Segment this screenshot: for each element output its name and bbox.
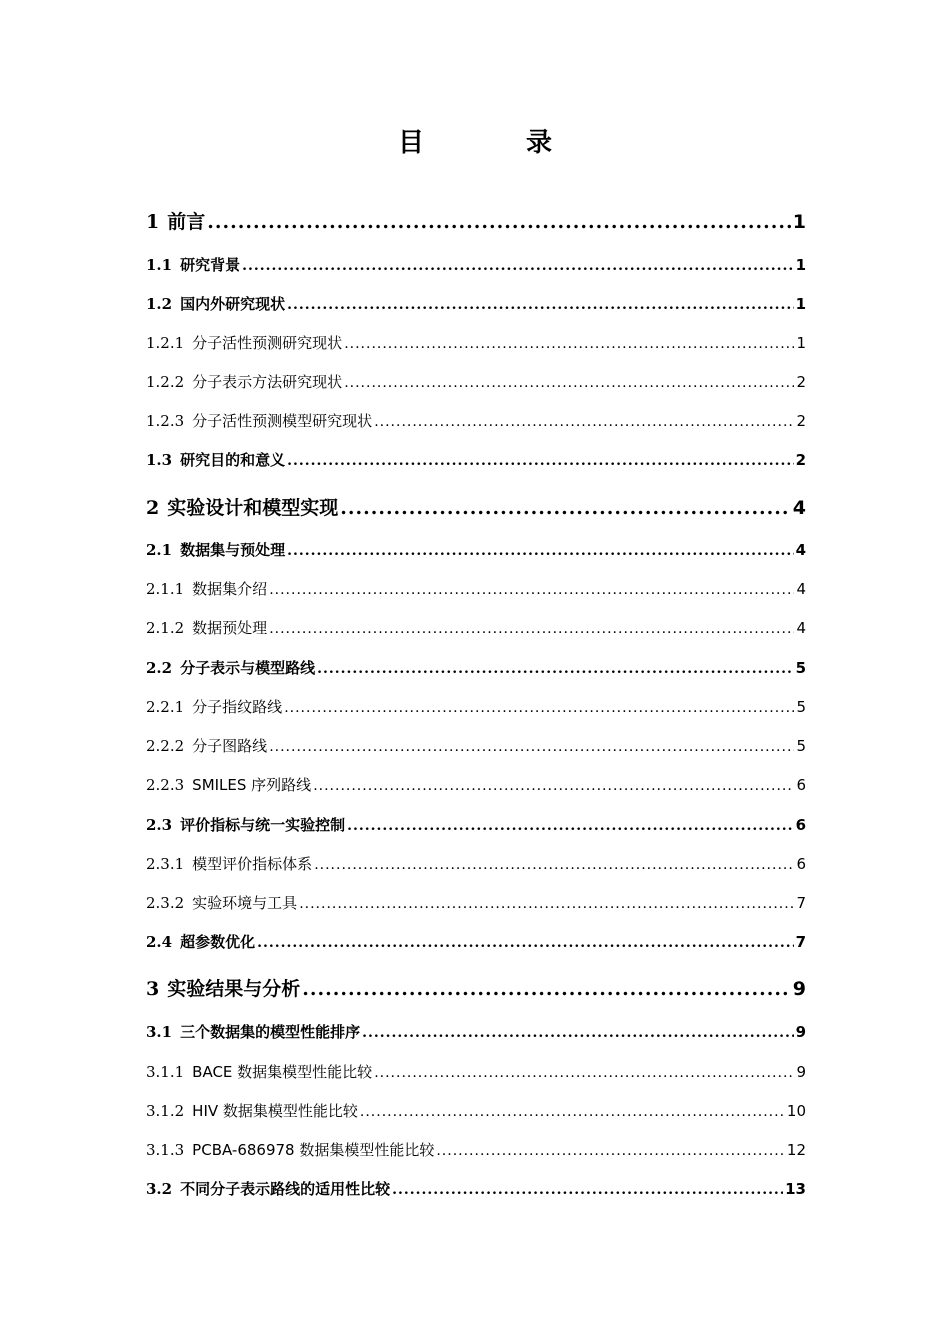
toc-entry[interactable] [146, 1021, 806, 1042]
toc-entry-text: 三个数据集的模型性能排序 [180, 1023, 361, 1041]
toc-entry-label [146, 1178, 390, 1199]
toc-entry[interactable] [146, 578, 806, 599]
toc-entry-label [146, 254, 240, 275]
toc-leader-dots [344, 375, 794, 391]
toc-page-number: 1 [796, 334, 806, 352]
toc-entry-text: 不同分子表示路线的适用性比较 [180, 1180, 391, 1198]
toc-entry-text: 分子图路线 [192, 737, 268, 755]
toc-entry[interactable] [146, 853, 806, 874]
toc-leader-dots [269, 621, 794, 637]
toc-leader-dots [299, 896, 794, 912]
toc-entry-label [146, 892, 297, 913]
toc-page-number: 10 [786, 1102, 806, 1120]
toc-entry-label [146, 774, 311, 795]
toc-page-number: 6 [795, 816, 806, 834]
toc-entry[interactable] [146, 1178, 806, 1199]
toc-page-number: 6 [796, 776, 806, 794]
toc-entry-text: 数据集介绍 [192, 580, 268, 598]
toc-entry-text: 实验设计和模型实现 [167, 497, 339, 519]
toc-entry-label [146, 1139, 434, 1160]
toc-page-number: 7 [796, 894, 806, 912]
toc-entry[interactable] [146, 696, 806, 717]
toc-entry-label [146, 814, 345, 835]
toc-page-number: 4 [792, 497, 806, 519]
toc-entry-label [146, 696, 282, 717]
toc-leader-dots [347, 818, 793, 834]
toc-page-number: 2 [795, 451, 806, 469]
toc-entry[interactable] [146, 814, 806, 835]
toc-entry-number: 2 [146, 497, 160, 519]
toc-leader-dots [313, 778, 794, 794]
toc-leader-dots [344, 336, 794, 352]
toc-entry-text: 国内外研究现状 [180, 295, 286, 313]
toc-page-number: 9 [796, 1063, 806, 1081]
toc-entry-text: 模型评价指标体系 [192, 855, 313, 873]
toc-entry-number: 1 [146, 211, 160, 233]
toc-leader-dots [340, 497, 791, 519]
toc-page-number: 5 [795, 659, 806, 677]
toc-entry-text: 分子活性预测研究现状 [192, 334, 343, 352]
toc-leader-dots [392, 1182, 783, 1198]
toc-entry-text: 分子指纹路线 [192, 698, 283, 716]
toc-entry[interactable] [146, 617, 806, 638]
toc-entry-label [146, 931, 255, 952]
toc-entry[interactable] [146, 1139, 806, 1160]
toc-entry[interactable] [146, 735, 806, 756]
toc-leader-dots [287, 297, 793, 313]
toc-page-number: 9 [792, 978, 806, 1000]
toc-leader-dots [374, 1065, 794, 1081]
toc-entry-number: 1.3 [146, 451, 173, 469]
toc-entry[interactable] [146, 410, 806, 431]
toc-entry[interactable] [146, 974, 806, 1001]
toc-page-number: 5 [796, 737, 806, 755]
toc-entry-label [146, 493, 338, 520]
toc-entry-text: SMILES 序列路线 [192, 776, 312, 794]
toc-entry[interactable] [146, 254, 806, 275]
toc-entry-text: 数据集与预处理 [180, 541, 286, 559]
toc-page-number: 7 [795, 933, 806, 951]
toc-leader-dots [284, 700, 794, 716]
toc-leader-dots [302, 978, 791, 1000]
toc-leader-dots [374, 414, 794, 430]
toc-entry-number: 2.3.1 [146, 855, 185, 873]
toc-entry-label [146, 617, 267, 638]
toc-entry-label [146, 207, 205, 234]
toc-entry-text: 分子活性预测模型研究现状 [192, 412, 373, 430]
toc-page-number: 4 [795, 541, 806, 559]
toc-entry[interactable] [146, 493, 806, 520]
toc-entry-number: 3 [146, 978, 160, 1000]
toc-entry[interactable] [146, 293, 806, 314]
toc-page-number: 2 [796, 373, 806, 391]
toc-entry-number: 3.2 [146, 1180, 173, 1198]
toc-entry-label [146, 657, 315, 678]
toc-entry-number: 2.1.1 [146, 580, 185, 598]
toc-leader-dots [287, 543, 793, 559]
toc-leader-dots [257, 935, 793, 951]
toc-entry-text: 分子表示与模型路线 [180, 659, 316, 677]
toc-entry-number: 3.1.1 [146, 1063, 185, 1081]
toc-entry[interactable] [146, 1100, 806, 1121]
page-title: 目 录 [397, 128, 590, 158]
toc-entry-label [146, 293, 285, 314]
toc-entry-text: 实验环境与工具 [192, 894, 298, 912]
toc-entry-label [146, 578, 267, 599]
toc-entry-number: 3.1.2 [146, 1102, 185, 1120]
toc-page-number: 13 [785, 1180, 806, 1198]
toc-entry-text: PCBA-686978 数据集模型性能比较 [192, 1141, 435, 1159]
toc-entry-number: 1.1 [146, 256, 173, 274]
toc-entry-number: 1.2 [146, 295, 173, 313]
toc-entry-text: HIV 数据集模型性能比较 [192, 1102, 358, 1120]
toc-page-number: 12 [786, 1141, 806, 1159]
toc-entry-number: 2.1.2 [146, 619, 185, 637]
toc-page-number: 6 [796, 855, 806, 873]
toc-entry-label [146, 974, 300, 1001]
toc-entry-number: 2.3 [146, 816, 173, 834]
toc-page-number: 5 [796, 698, 806, 716]
toc-entry-number: 1.2.1 [146, 334, 185, 352]
toc-entry-number: 3.1 [146, 1023, 173, 1041]
toc-entry-number: 2.2 [146, 659, 173, 677]
toc-entry-label [146, 1061, 372, 1082]
toc-entry-text: 超参数优化 [180, 933, 256, 951]
toc-entry-number: 2.4 [146, 933, 173, 951]
toc-entry-label [146, 1100, 358, 1121]
toc-page-number: 4 [796, 619, 806, 637]
toc-entry-label [146, 410, 372, 431]
toc-leader-dots [362, 1025, 793, 1041]
toc-entry-label [146, 853, 312, 874]
toc-leader-dots [287, 453, 793, 469]
toc-leader-dots [317, 661, 793, 677]
toc-entry[interactable] [146, 332, 806, 353]
toc-entry[interactable] [146, 207, 806, 234]
toc-entry-number: 3.1.3 [146, 1141, 185, 1159]
toc-entry-text: 分子表示方法研究现状 [192, 373, 343, 391]
toc-entry-text: 研究背景 [180, 256, 241, 274]
toc-page-number: 9 [795, 1023, 806, 1041]
toc-entry-number: 2.2.3 [146, 776, 185, 794]
toc-entry-label [146, 1021, 360, 1042]
toc-page-number: 4 [796, 580, 806, 598]
toc-entry-text: BACE 数据集模型性能比较 [192, 1063, 373, 1081]
toc-leader-dots [269, 582, 794, 598]
toc-entry-number: 2.2.1 [146, 698, 185, 716]
toc-entry-label [146, 735, 267, 756]
toc-entry-number: 1.2.3 [146, 412, 185, 430]
toc-leader-dots [207, 211, 791, 233]
toc-entry-label [146, 371, 342, 392]
toc-entry[interactable] [146, 449, 806, 470]
toc-leader-dots [269, 739, 794, 755]
toc-entry-label [146, 449, 285, 470]
toc-entry-text: 实验结果与分析 [167, 978, 301, 1000]
toc-entry[interactable] [146, 539, 806, 560]
toc-leader-dots [314, 857, 794, 873]
toc-entry-text: 研究目的和意义 [180, 451, 286, 469]
toc-entry[interactable] [146, 657, 806, 678]
toc-entry[interactable] [146, 371, 806, 392]
toc-page-number: 1 [795, 256, 806, 274]
toc-entry[interactable] [146, 892, 806, 913]
toc-page-number: 1 [795, 295, 806, 313]
toc-entry-label [146, 539, 285, 560]
toc-entry-number: 2.1 [146, 541, 173, 559]
toc-entry[interactable] [146, 931, 806, 952]
toc-entry-text: 评价指标与统一实验控制 [180, 816, 346, 834]
toc-page-number: 1 [792, 211, 806, 233]
toc-entry-text: 前言 [167, 211, 206, 233]
toc-entry-number: 2.3.2 [146, 894, 185, 912]
toc-entry-number: 2.2.2 [146, 737, 185, 755]
toc-page-number: 2 [796, 412, 806, 430]
toc-leader-dots [436, 1143, 785, 1159]
toc-leader-dots [360, 1104, 785, 1120]
toc-entry[interactable] [146, 774, 806, 795]
toc-leader-dots [242, 258, 793, 274]
toc-entry-number: 1.2.2 [146, 373, 185, 391]
toc-entry-label [146, 332, 342, 353]
toc-entry[interactable] [146, 1061, 806, 1082]
toc-entry-text: 数据预处理 [192, 619, 268, 637]
